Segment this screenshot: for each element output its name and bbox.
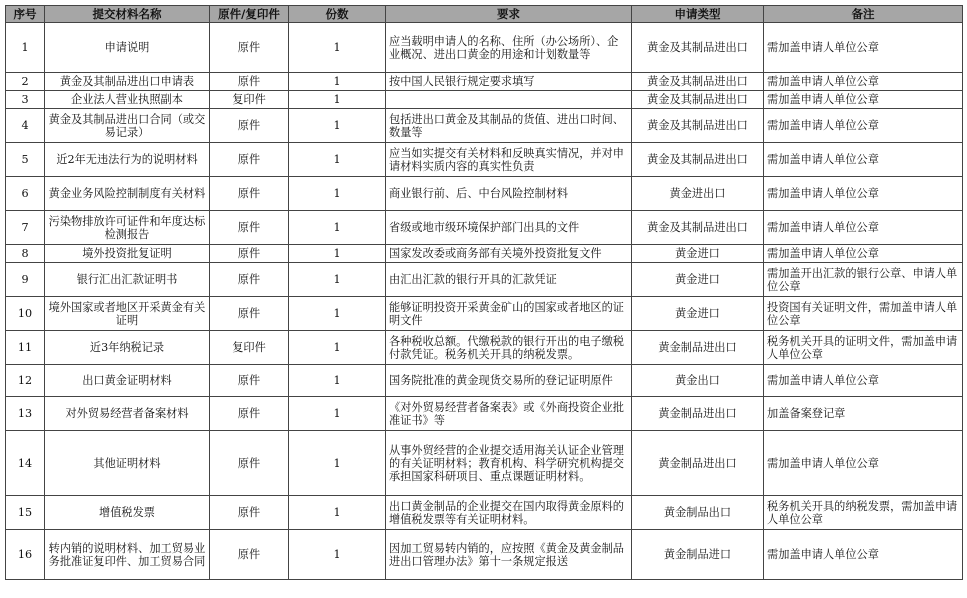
cell-note: 加盖备案登记章 [764, 397, 963, 431]
cell-note: 需加盖申请人单位公章 [764, 530, 963, 580]
cell-name: 企业法人营业执照副本 [45, 91, 210, 109]
cell-note: 需加盖申请人单位公章 [764, 91, 963, 109]
table-row [6, 397, 963, 431]
cell-req: 国务院批准的黄金现货交易所的登记证明原件 [386, 365, 632, 397]
cell-req: 出口黄金制品的企业提交在国内取得黄金原料的增值税发票等有关证明材料。 [386, 496, 632, 530]
cell-req: 从事外贸经营的企业提交适用海关认证企业管理的有关证明材料；教育机构、科学研究机构提交承担国家科研项目、重点课题证明材料。 [386, 431, 632, 496]
cell-orig: 原件 [210, 73, 289, 91]
cell-req: 应当如实提交有关材料和反映真实情况，并对申请材料实质内容的真实性负责 [386, 143, 632, 177]
cell-note: 税务机关开具的证明文件，需加盖申请人单位公章 [764, 331, 963, 365]
cell-name: 境外国家或者地区开采黄金有关证明 [45, 297, 210, 331]
cell-count: 1 [289, 177, 386, 211]
cell-name: 境外投资批复证明 [45, 245, 210, 263]
table-row [6, 177, 963, 211]
cell-orig: 原件 [210, 263, 289, 297]
cell-no: 2 [6, 73, 45, 91]
header-orig: 原件/复印件 [210, 6, 289, 23]
table-row [6, 297, 963, 331]
cell-type: 黄金进出口 [632, 177, 764, 211]
cell-no: 4 [6, 109, 45, 143]
table-row [6, 331, 963, 365]
cell-count: 1 [289, 365, 386, 397]
cell-note: 需加盖申请人单位公章 [764, 143, 963, 177]
header-count: 份数 [289, 6, 386, 23]
cell-note: 需加盖申请人单位公章 [764, 109, 963, 143]
cell-type: 黄金制品进出口 [632, 397, 764, 431]
table-row [6, 211, 963, 245]
cell-req [386, 91, 632, 109]
cell-req: 《对外贸易经营者备案表》或《外商投资企业批准证书》等 [386, 397, 632, 431]
cell-note: 投资国有关证明文件，需加盖申请人单位公章 [764, 297, 963, 331]
cell-count: 1 [289, 263, 386, 297]
cell-req: 省级或地市级环境保护部门出具的文件 [386, 211, 632, 245]
cell-count: 1 [289, 143, 386, 177]
cell-type: 黄金进口 [632, 245, 764, 263]
cell-name: 黄金及其制品进出口合同（或交易记录） [45, 109, 210, 143]
cell-type: 黄金制品进口 [632, 530, 764, 580]
materials-table [5, 5, 963, 580]
header-name: 提交材料名称 [45, 6, 210, 23]
cell-no: 10 [6, 297, 45, 331]
cell-note: 需加盖申请人单位公章 [764, 365, 963, 397]
header-req: 要求 [386, 6, 632, 23]
cell-type: 黄金及其制品进出口 [632, 73, 764, 91]
cell-no: 3 [6, 91, 45, 109]
cell-name: 黄金业务风险控制制度有关材料 [45, 177, 210, 211]
cell-req: 能够证明投资开采黄金矿山的国家或者地区的证明文件 [386, 297, 632, 331]
cell-note: 需加盖申请人单位公章 [764, 23, 963, 73]
cell-orig: 原件 [210, 177, 289, 211]
cell-type: 黄金出口 [632, 365, 764, 397]
table-row [6, 530, 963, 580]
cell-no: 8 [6, 245, 45, 263]
cell-req: 国家发改委或商务部有关境外投资批复文件 [386, 245, 632, 263]
cell-no: 16 [6, 530, 45, 580]
cell-count: 1 [289, 530, 386, 580]
table-row [6, 245, 963, 263]
cell-name: 增值税发票 [45, 496, 210, 530]
cell-orig: 原件 [210, 397, 289, 431]
cell-count: 1 [289, 211, 386, 245]
cell-count: 1 [289, 331, 386, 365]
cell-orig: 复印件 [210, 331, 289, 365]
cell-note: 税务机关开具的纳税发票，需加盖申请人单位公章 [764, 496, 963, 530]
cell-no: 12 [6, 365, 45, 397]
cell-type: 黄金及其制品进出口 [632, 23, 764, 73]
cell-req: 包括进出口黄金及其制品的货值、进出口时间、数量等 [386, 109, 632, 143]
cell-no: 11 [6, 331, 45, 365]
cell-orig: 复印件 [210, 91, 289, 109]
cell-req: 由汇出汇款的银行开具的汇款凭证 [386, 263, 632, 297]
cell-count: 1 [289, 431, 386, 496]
header-type: 申请类型 [632, 6, 764, 23]
cell-req: 应当载明申请人的名称、住所（办公场所）、企业概况、进出口黄金的用途和计划数量等 [386, 23, 632, 73]
cell-type: 黄金及其制品进出口 [632, 91, 764, 109]
cell-type: 黄金及其制品进出口 [632, 143, 764, 177]
cell-count: 1 [289, 91, 386, 109]
cell-no: 6 [6, 177, 45, 211]
header-row [6, 6, 963, 23]
cell-orig: 原件 [210, 211, 289, 245]
cell-name: 近3年纳税记录 [45, 331, 210, 365]
cell-no: 15 [6, 496, 45, 530]
cell-no: 5 [6, 143, 45, 177]
table-row [6, 91, 963, 109]
cell-name: 其他证明材料 [45, 431, 210, 496]
cell-name: 黄金及其制品进出口申请表 [45, 73, 210, 91]
cell-no: 9 [6, 263, 45, 297]
table-row [6, 431, 963, 496]
cell-note: 需加盖申请人单位公章 [764, 177, 963, 211]
cell-orig: 原件 [210, 245, 289, 263]
cell-count: 1 [289, 245, 386, 263]
cell-no: 14 [6, 431, 45, 496]
cell-type: 黄金制品进出口 [632, 331, 764, 365]
cell-count: 1 [289, 73, 386, 91]
header-note: 备注 [764, 6, 963, 23]
cell-name: 出口黄金证明材料 [45, 365, 210, 397]
cell-name: 转内销的说明材料、加工贸易业务批准证复印件、加工贸易合同 [45, 530, 210, 580]
table-row [6, 143, 963, 177]
cell-orig: 原件 [210, 530, 289, 580]
cell-note: 需加盖申请人单位公章 [764, 245, 963, 263]
cell-note: 需加盖申请人单位公章 [764, 73, 963, 91]
table-row [6, 73, 963, 91]
cell-orig: 原件 [210, 109, 289, 143]
cell-note: 需加盖申请人单位公章 [764, 431, 963, 496]
table-row [6, 365, 963, 397]
cell-orig: 原件 [210, 431, 289, 496]
cell-orig: 原件 [210, 23, 289, 73]
cell-name: 银行汇出汇款证明书 [45, 263, 210, 297]
cell-name: 申请说明 [45, 23, 210, 73]
table-row [6, 263, 963, 297]
cell-no: 1 [6, 23, 45, 73]
cell-no: 7 [6, 211, 45, 245]
cell-req: 按中国人民银行规定要求填写 [386, 73, 632, 91]
table-row [6, 109, 963, 143]
table-row [6, 23, 963, 73]
cell-count: 1 [289, 496, 386, 530]
cell-type: 黄金制品出口 [632, 496, 764, 530]
cell-count: 1 [289, 297, 386, 331]
cell-note: 需加盖开出汇款的银行公章、申请人单位公章 [764, 263, 963, 297]
cell-type: 黄金进口 [632, 263, 764, 297]
cell-count: 1 [289, 397, 386, 431]
cell-name: 对外贸易经营者备案材料 [45, 397, 210, 431]
cell-note: 需加盖申请人单位公章 [764, 211, 963, 245]
cell-req: 商业银行前、后、中台风险控制材料 [386, 177, 632, 211]
cell-orig: 原件 [210, 297, 289, 331]
cell-orig: 原件 [210, 365, 289, 397]
table-row [6, 496, 963, 530]
cell-name: 近2年无违法行为的说明材料 [45, 143, 210, 177]
cell-type: 黄金及其制品进出口 [632, 109, 764, 143]
header-no: 序号 [6, 6, 45, 23]
cell-type: 黄金及其制品进出口 [632, 211, 764, 245]
cell-type: 黄金进口 [632, 297, 764, 331]
cell-orig: 原件 [210, 143, 289, 177]
cell-orig: 原件 [210, 496, 289, 530]
cell-type: 黄金制品进出口 [632, 431, 764, 496]
cell-count: 1 [289, 109, 386, 143]
cell-no: 13 [6, 397, 45, 431]
cell-count: 1 [289, 23, 386, 73]
cell-req: 因加工贸易转内销的，应按照《黄金及黄金制品进出口管理办法》第十一条规定报送 [386, 530, 632, 580]
cell-name: 污染物排放许可证件和年度达标检测报告 [45, 211, 210, 245]
cell-req: 各种税收总额。代缴税款的银行开出的电子缴税付款凭证。税务机关开具的纳税发票。 [386, 331, 632, 365]
